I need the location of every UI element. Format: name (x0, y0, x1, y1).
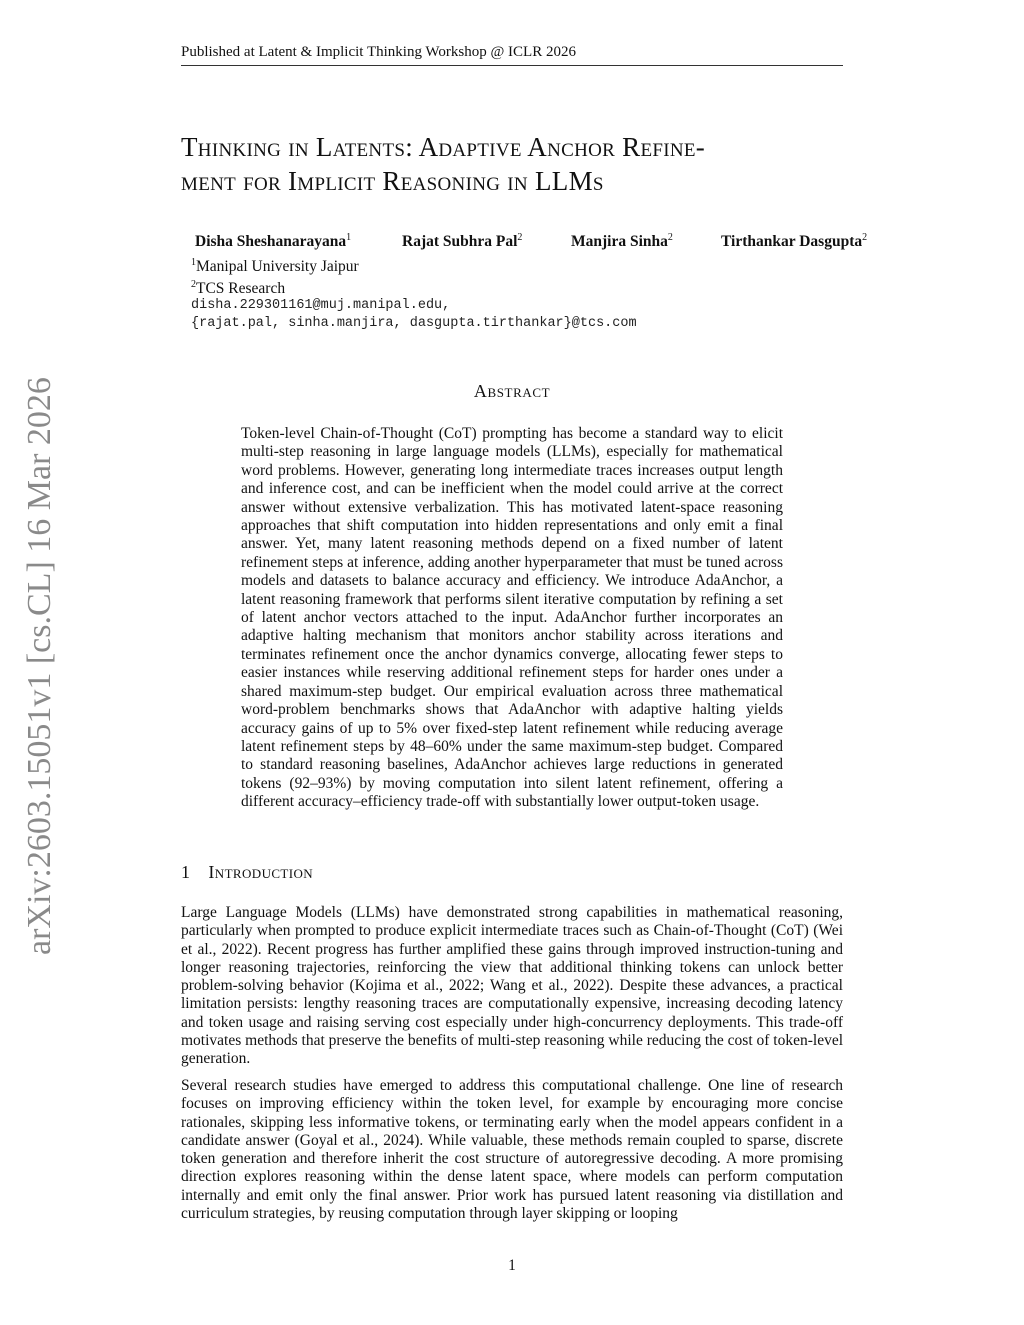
email-line-1: disha.229301161@muj.manipal.edu, (191, 298, 451, 313)
abstract-heading: Abstract (473, 381, 551, 401)
affiliation-1: $^1$Manipal University Jaipur (191, 257, 359, 276)
author-3: Manjira Sinha$^2$ (571, 232, 673, 251)
title-line-1: Thinking in Latents: Adaptive Anchor Refine- (181, 132, 706, 162)
author-emails (191, 297, 637, 333)
running-header: Published at Latent & Implicit Thinking Workshop @ ICLR 2026 (181, 42, 843, 66)
title-line-2: ment for Implicit Reasoning in LLMs (181, 166, 604, 196)
intro-paragraph-2: Several research studies have emerged to address this computational challenge. One line of research focuses on improving efficiency within the token level, for example by encouraging more concise rationales, skipping less informative tokens, or terminating early when the model appears confident in a candidate answer (Goyal et al., 2024). While valuable, these methods remain coupled to sparse, discrete token generation and therefore inherit the cost structure of autoregressive decoding. A more promising direction explores reasoning within the dense latent space, where models can perform computation internally and emit only the final answer. Prior work has pursued latent reasoning via distillation and curriculum strategies, by reusing computation through layer skipping or looping (181, 1077, 843, 1223)
affiliation-2: $^2$TCS Research (191, 279, 286, 298)
affiliations (191, 254, 359, 298)
abstract-text: Token-level Chain-of-Thought (CoT) prompting has become a standard way to elicit multi-step reasoning in large language models (LLMs), especially for mathematical word problems. However, generating long intermediate traces increases output length and inference cost, and can be inefficient when the model could arrive at the correct answer without extensive verbalization. This has motivated latent-space reasoning approaches that shift computation into hidden representations and only emit a final answer. Yet, many latent reasoning methods depend on a fixed number of latent refinement steps at inference, adding another hyperparameter that must be tuned across models and datasets to balance accuracy and efficiency. We introduce AdaAnchor, a latent reasoning framework that performs silent iterative computation by refining a set of latent anchor vectors attached to the input. AdaAnchor further incorporates an adaptive halting mechanism that monitors anchor stability across iterations and terminates refinement once the anchor dynamics converge, allocating fewer steps to easier instances while reserving additional refinement steps for harder ones under a shared maximum-step budget. Our empirical evaluation across three mathematical word-problem benchmarks shows that AdaAnchor with adaptive halting yields accuracy gains of up to 5% over fixed-step latent refinement while reducing average latent refinement steps by 48–60% under the same maximum-step budget. Compared to standard reasoning baselines, AdaAnchor achieves large reductions in generated tokens (92–93%) by moving computation into silent latent refinement, offering a different accuracy–efficiency trade-off with substantially lower output-token usage. (241, 425, 783, 811)
author-2: Rajat Subhra Pal$^2$ (402, 232, 523, 251)
email-line-2: {rajat.pal, sinha.manjira, dasgupta.tirthankar}@tcs.com (191, 316, 637, 331)
arxiv-stamp: arXiv:2603.15051v1 [cs.CL] 16 Mar 2026 (21, 377, 58, 955)
author-4: Tirthankar Dasgupta$^2$ (721, 232, 868, 251)
author-1: Disha Sheshanarayana$^1$ (195, 232, 352, 251)
section-number: 1 (181, 862, 191, 882)
intro-paragraph-1: Large Language Models (LLMs) have demonstrated strong capabilities in mathematical reasoning, particularly when prompted to produce explicit intermediate traces such as Chain-of-Thought (CoT) (Wei et al., 2022). Recent progress has further amplified these gains through improved instruction-tuning and longer reasoning trajectories, reinforcing the view that additional thinking tokens can unlock better problem-solving behavior (Kojima et al., 2022; Wang et al., 2022). Despite these advances, a practical limitation persists: lengthy reasoning traces are computationally expensive, increasing decoding latency and token usage and raising serving cost especially under high-concurrency deployments. This trade-off motivates methods that preserve the benefits of multi-step reasoning while reducing the cost of token-level generation. (181, 904, 844, 1068)
section-heading (181, 862, 313, 883)
section-title: Introduction (208, 862, 314, 882)
paper-title (181, 130, 861, 198)
page-number: 1 (508, 1257, 516, 1274)
